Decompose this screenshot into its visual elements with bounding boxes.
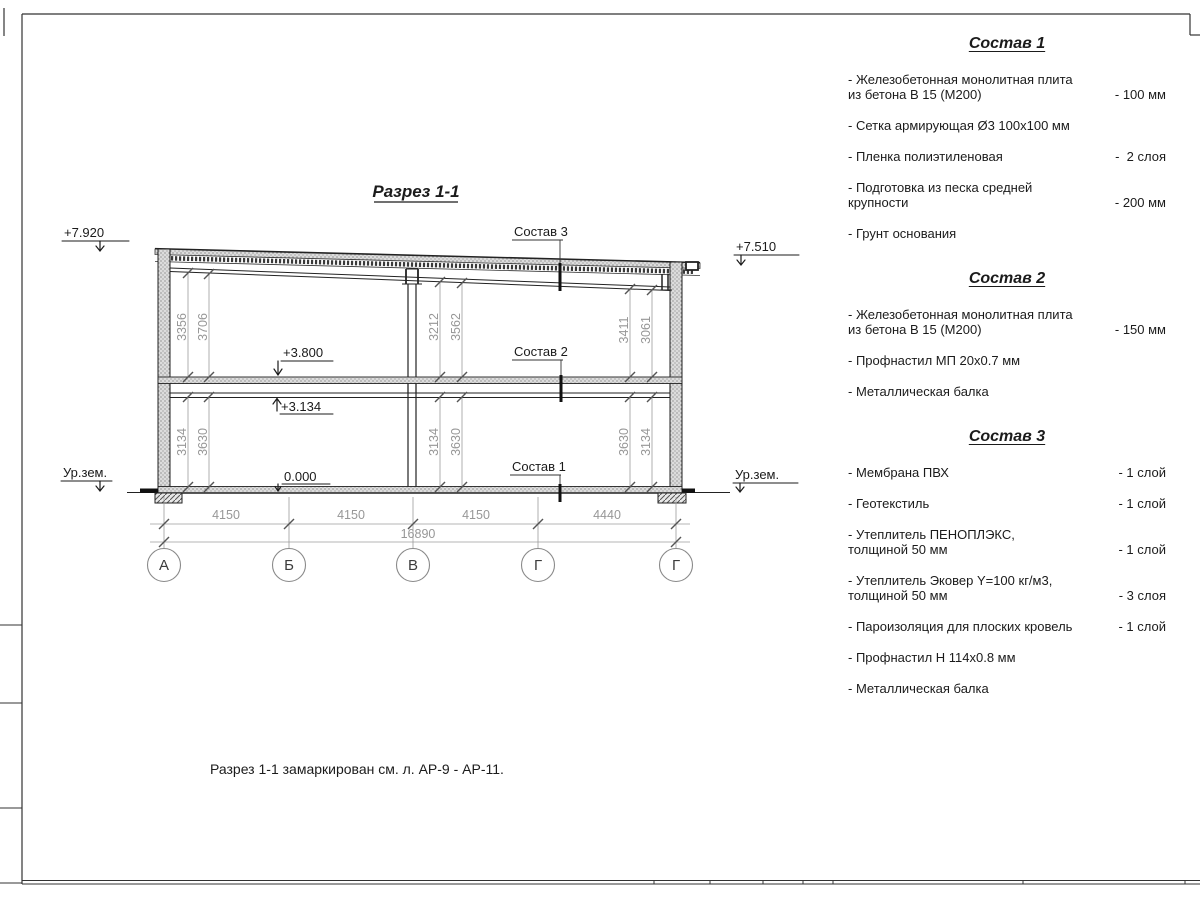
leader-label: Состав 2 xyxy=(514,344,568,359)
item-line: - Подготовка из песка средней xyxy=(848,180,1033,195)
item-text xyxy=(848,307,1073,337)
drawing-title-group xyxy=(372,182,459,202)
item-line: - Грунт основания xyxy=(848,226,957,241)
vertical-dim: 3630 xyxy=(196,428,210,456)
item-text xyxy=(848,353,1020,368)
item-text xyxy=(848,384,989,399)
item-line: из бетона В 15 (М200) xyxy=(848,87,982,102)
item-line: - Профнастил Н 114х0.8 мм xyxy=(848,650,1016,665)
item-text xyxy=(848,226,956,241)
list-item xyxy=(848,619,1166,634)
item-value: - 100 мм xyxy=(1114,87,1166,102)
item-line: из бетона В 15 (М200) xyxy=(848,322,982,337)
item-text xyxy=(848,573,1052,603)
vertical-dim: 3562 xyxy=(449,313,463,341)
ground-level-label: Ур.зем. xyxy=(735,467,780,482)
ground-slab xyxy=(158,487,682,494)
item-value: - 150 мм xyxy=(1114,322,1166,337)
item-line: - Металлическая балка xyxy=(848,384,989,399)
right-foundation-pad xyxy=(658,493,686,503)
list-item xyxy=(848,118,1166,133)
item-text xyxy=(848,496,929,511)
vertical-dim: 3630 xyxy=(617,428,631,456)
item-text xyxy=(848,619,1072,634)
sostav-section-3 xyxy=(848,429,1166,696)
grid-axes xyxy=(148,549,693,582)
vertical-dim: 3061 xyxy=(639,316,653,344)
item-line: - Утеплитель Эковер Y=100 кг/м3, xyxy=(848,573,1053,588)
item-value: - 3 слоя xyxy=(1118,588,1166,603)
item-line: - Железобетонная монолитная плита xyxy=(848,307,1073,322)
vertical-dim: 3706 xyxy=(196,313,210,341)
item-line: - Мембрана ПВХ xyxy=(848,465,949,480)
item-line: - Утеплитель ПЕНОПЛЭКС, xyxy=(848,527,1015,542)
list-item xyxy=(848,72,1166,102)
composition-panel xyxy=(848,36,1166,712)
item-text xyxy=(848,180,1032,210)
floor-beam xyxy=(170,384,670,398)
sostav-section-2 xyxy=(848,271,1166,399)
item-value: - 1 слой xyxy=(1118,465,1166,480)
item-text xyxy=(848,149,1003,164)
item-text xyxy=(848,72,1073,102)
roof-edge-cap xyxy=(686,262,698,270)
elevation-3134 xyxy=(273,399,333,415)
list-item xyxy=(848,650,1166,665)
item-text xyxy=(848,465,949,480)
item-value: - 200 мм xyxy=(1114,195,1166,210)
grid-bubble-label: Г xyxy=(533,557,543,574)
total-dim: 16890 xyxy=(400,527,436,541)
elevation-3800 xyxy=(274,345,333,375)
vertical-dim: 3212 xyxy=(427,313,441,341)
left-base-plate xyxy=(140,489,158,494)
item-value: - 1 слой xyxy=(1118,619,1166,634)
elevation-label: +7.510 xyxy=(736,239,777,254)
vertical-dim: 3411 xyxy=(617,316,631,344)
ground-level-left xyxy=(61,465,112,491)
leader-label: Состав 3 xyxy=(514,224,568,239)
bottom-dim: 4150 xyxy=(337,508,365,522)
vertical-dim: 3134 xyxy=(639,428,653,456)
list-item xyxy=(848,496,1166,511)
bottom-dim: 4150 xyxy=(212,508,240,522)
drawing-note: Разрез 1-1 замаркирован см. л. АР-9 - АР-11. xyxy=(210,761,504,777)
bottom-dimensions xyxy=(150,497,690,549)
leader-label: Состав 1 xyxy=(512,459,566,474)
item-line: - Геотекстиль xyxy=(848,496,930,511)
grid-bubble-label: Б xyxy=(284,557,294,574)
list-item xyxy=(848,527,1166,557)
bottom-dim: 4150 xyxy=(462,508,490,522)
item-line: толщиной 50 мм xyxy=(848,542,948,557)
floor-slab xyxy=(158,377,682,384)
item-text xyxy=(848,681,989,696)
grid-bubble-label: Г xyxy=(671,557,681,574)
section-title: Состав 3 xyxy=(968,428,1046,445)
vertical-dim: 3356 xyxy=(175,313,189,341)
list-item xyxy=(848,353,1166,368)
list-item xyxy=(848,573,1166,603)
list-item xyxy=(848,307,1166,337)
item-text xyxy=(848,118,1070,133)
ground-level-label: Ур.зем. xyxy=(63,465,108,480)
section-title: Состав 1 xyxy=(968,35,1046,52)
leader-sostav1 xyxy=(510,459,566,502)
ground-level-right xyxy=(733,467,798,492)
grid-bubble-label: В xyxy=(407,557,419,574)
list-item xyxy=(848,226,1166,241)
elevation-7920 xyxy=(62,225,129,251)
elevation-label: 0.000 xyxy=(284,469,317,484)
item-value: - 2 слоя xyxy=(1115,149,1166,164)
item-line: - Железобетонная монолитная плита xyxy=(848,72,1073,87)
list-item xyxy=(848,384,1166,399)
item-line: - Металлическая балка xyxy=(848,681,989,696)
item-line: - Сетка армирующая Ø3 100х100 мм xyxy=(848,118,1070,133)
item-line: - Пленка полиэтиленовая xyxy=(848,149,1003,164)
item-line: - Пароизоляция для плоских кровель xyxy=(848,619,1073,634)
item-line: - Профнастил МП 20х0.7 мм xyxy=(848,353,1021,368)
drawing-title: Разрез 1-1 xyxy=(372,182,460,201)
list-item xyxy=(848,465,1166,480)
section-title: Состав 2 xyxy=(968,270,1046,287)
sostav-section-1 xyxy=(848,36,1166,241)
grid-bubble-label: А xyxy=(158,557,170,574)
left-foundation-pad xyxy=(155,493,182,503)
item-text xyxy=(848,527,1015,557)
list-item xyxy=(848,180,1166,210)
item-line: толщиной 50 мм xyxy=(848,588,948,603)
elevation-label: +7.920 xyxy=(64,225,105,240)
vertical-dim: 3630 xyxy=(449,428,463,456)
right-base-plate xyxy=(682,489,695,494)
bottom-dim: 4440 xyxy=(593,508,621,522)
elevation-label: +3.800 xyxy=(283,345,324,360)
item-text xyxy=(848,650,1016,665)
list-item xyxy=(848,149,1166,164)
left-wall xyxy=(158,249,170,493)
elevation-7510 xyxy=(734,239,799,265)
item-line: крупности xyxy=(848,195,909,210)
item-value: - 1 слой xyxy=(1118,542,1166,557)
vertical-dim: 3134 xyxy=(427,428,441,456)
item-value: - 1 слой xyxy=(1118,496,1166,511)
vertical-dim: 3134 xyxy=(175,428,189,456)
list-item xyxy=(848,681,1166,696)
building-section xyxy=(127,249,730,504)
elevation-label: +3.134 xyxy=(281,399,322,414)
